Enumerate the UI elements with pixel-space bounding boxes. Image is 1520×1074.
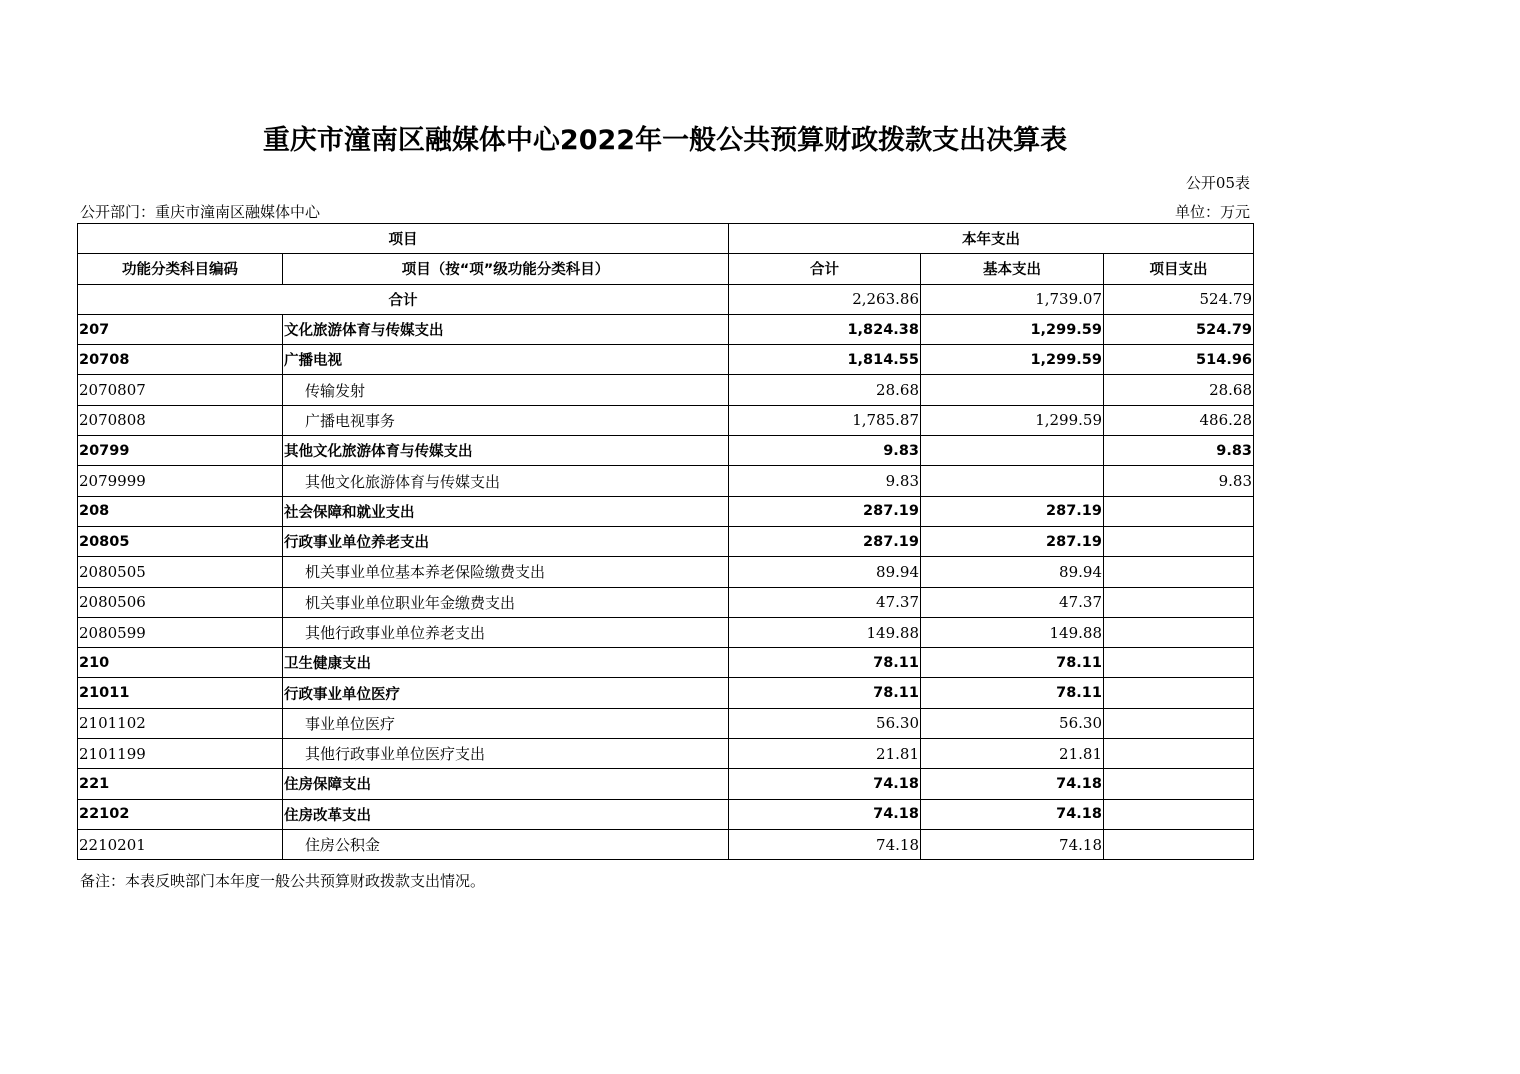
header-item: 项目（按“项”级功能分类科目） [283,254,729,284]
row-total: 28.68 [729,375,921,405]
row-basic: 56.30 [921,708,1104,738]
header-row-2 [78,254,1254,284]
row-basic: 287.19 [921,496,1104,526]
table-row [78,375,1254,405]
row-basic [921,466,1104,496]
row-total: 78.11 [729,678,921,708]
table-row [78,436,1254,466]
row-code: 22102 [78,799,283,829]
row-basic [921,375,1104,405]
row-total: 287.19 [729,496,921,526]
row-project: 9.83 [1104,466,1254,496]
row-basic [921,436,1104,466]
row-code: 2080505 [78,557,283,587]
total-basic: 1,739.07 [921,284,1104,314]
row-basic: 74.18 [921,829,1104,859]
row-project: 514.96 [1104,345,1254,375]
table-row [78,799,1254,829]
row-code: 2079999 [78,466,283,496]
row-name: 广播电视 [283,345,729,375]
row-basic: 78.11 [921,648,1104,678]
row-project [1104,496,1254,526]
total-row [78,284,1254,314]
row-code: 20708 [78,345,283,375]
row-name: 机关事业单位基本养老保险缴费支出 [283,557,729,587]
header-code: 功能分类科目编码 [78,254,283,284]
total-label: 合计 [78,284,729,314]
table-row [78,405,1254,435]
row-total: 89.94 [729,557,921,587]
row-basic: 1,299.59 [921,314,1104,344]
table-row [78,587,1254,617]
row-name: 机关事业单位职业年金缴费支出 [283,587,729,617]
table-row [78,526,1254,556]
row-project [1104,708,1254,738]
row-basic: 74.18 [921,799,1104,829]
table-row [78,678,1254,708]
row-total: 74.18 [729,769,921,799]
row-project [1104,648,1254,678]
table-number: 公开05表 [1185,174,1250,192]
unit-label: 单位：万元 [1174,203,1250,221]
row-total: 47.37 [729,587,921,617]
row-project [1104,799,1254,829]
table-row [78,617,1254,647]
row-code: 2070807 [78,375,283,405]
row-code: 2070808 [78,405,283,435]
row-name: 住房保障支出 [283,769,729,799]
row-code: 2101102 [78,708,283,738]
row-total: 1,824.38 [729,314,921,344]
row-code: 2210201 [78,829,283,859]
row-project [1104,557,1254,587]
row-name: 住房公积金 [283,829,729,859]
row-name: 其他文化旅游体育与传媒支出 [283,466,729,496]
header-project-expense: 项目支出 [1104,254,1254,284]
row-project [1104,587,1254,617]
row-name: 其他行政事业单位医疗支出 [283,739,729,769]
row-total: 287.19 [729,526,921,556]
row-basic: 74.18 [921,769,1104,799]
row-code: 221 [78,769,283,799]
table-row [78,829,1254,859]
table-row [78,314,1254,344]
table-row [78,708,1254,738]
row-basic: 1,299.59 [921,345,1104,375]
row-total: 9.83 [729,466,921,496]
row-name: 社会保障和就业支出 [283,496,729,526]
row-project [1104,769,1254,799]
row-name: 广播电视事务 [283,405,729,435]
expense-table [77,223,1254,860]
row-total: 78.11 [729,648,921,678]
table-row [78,648,1254,678]
row-project: 9.83 [1104,436,1254,466]
row-total: 9.83 [729,436,921,466]
header-basic: 基本支出 [921,254,1104,284]
row-basic: 1,299.59 [921,405,1104,435]
row-code: 210 [78,648,283,678]
table-row [78,466,1254,496]
row-basic: 287.19 [921,526,1104,556]
row-name: 其他行政事业单位养老支出 [283,617,729,647]
total-sum: 2,263.86 [729,284,921,314]
row-basic: 21.81 [921,739,1104,769]
department-label: 公开部门：重庆市潼南区融媒体中心 [80,203,321,221]
row-project [1104,678,1254,708]
table-row [78,557,1254,587]
row-total: 56.30 [729,708,921,738]
row-project: 28.68 [1104,375,1254,405]
row-name: 行政事业单位养老支出 [283,526,729,556]
row-code: 208 [78,496,283,526]
row-name: 卫生健康支出 [283,648,729,678]
row-basic: 78.11 [921,678,1104,708]
row-code: 21011 [78,678,283,708]
row-total: 1,814.55 [729,345,921,375]
row-code: 20805 [78,526,283,556]
row-basic: 89.94 [921,557,1104,587]
header-total: 合计 [729,254,921,284]
row-total: 149.88 [729,617,921,647]
row-basic: 149.88 [921,617,1104,647]
total-project: 524.79 [1104,284,1254,314]
row-code: 2080599 [78,617,283,647]
row-code: 20799 [78,436,283,466]
row-basic: 47.37 [921,587,1104,617]
page-title: 重庆市潼南区融媒体中心2022年一般公共预算财政拨款支出决算表 [262,125,1068,156]
table-row [78,345,1254,375]
footnote: 备注：本表反映部门本年度一般公共预算财政拨款支出情况。 [80,872,486,890]
row-name: 文化旅游体育与传媒支出 [283,314,729,344]
row-project [1104,617,1254,647]
row-project [1104,526,1254,556]
header-year-expense: 本年支出 [729,224,1254,254]
table-row [78,739,1254,769]
row-code: 207 [78,314,283,344]
header-row-1 [78,224,1254,254]
row-code: 2101199 [78,739,283,769]
row-name: 住房改革支出 [283,799,729,829]
row-code: 2080506 [78,587,283,617]
row-name: 其他文化旅游体育与传媒支出 [283,436,729,466]
row-project: 524.79 [1104,314,1254,344]
row-name: 事业单位医疗 [283,708,729,738]
row-total: 74.18 [729,799,921,829]
table-row [78,496,1254,526]
row-project [1104,829,1254,859]
header-project: 项目 [78,224,729,254]
row-total: 21.81 [729,739,921,769]
row-project: 486.28 [1104,405,1254,435]
row-project [1104,739,1254,769]
row-name: 行政事业单位医疗 [283,678,729,708]
row-total: 74.18 [729,829,921,859]
row-name: 传输发射 [283,375,729,405]
table-row [78,769,1254,799]
row-total: 1,785.87 [729,405,921,435]
